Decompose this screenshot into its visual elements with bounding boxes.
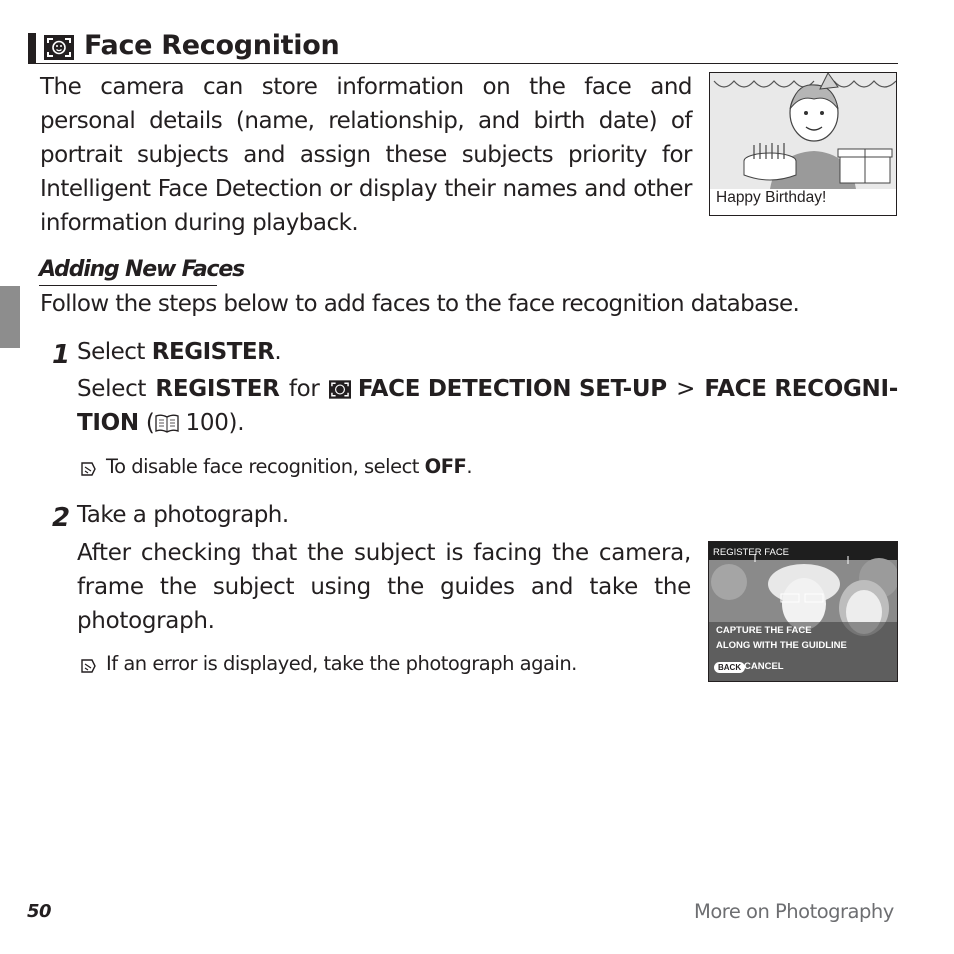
step-1-for-word: for: [288, 376, 320, 402]
face-recognition-icon: [329, 380, 351, 399]
step-1-note-option: OFF: [424, 455, 467, 478]
step-1-title-suffix: .: [274, 339, 282, 365]
subheading-underline: [39, 285, 217, 286]
heading-rule: [28, 63, 898, 64]
note-icon: [80, 658, 96, 674]
step-1-submenu-name: FACE RECOGNI-: [704, 376, 898, 402]
step-1-note-text: To disable face recognition, select: [106, 455, 425, 478]
step-1-body: [77, 372, 898, 440]
step-1-register-option: REGISTER: [155, 376, 280, 402]
step-1-ref-open: (: [138, 410, 155, 436]
section-intro: Follow the steps below to add faces to the face recognition database.: [40, 291, 800, 317]
camera-screen-message-line1: CAPTURE THE FACE: [716, 625, 812, 636]
step-1-number: 1: [52, 340, 71, 370]
camera-cancel-label: CANCEL: [744, 661, 784, 672]
step-1-separator: >: [676, 376, 696, 402]
illustration-caption: Happy Birthday!: [716, 189, 827, 206]
note-icon: [80, 461, 96, 477]
page-number: 50: [27, 901, 52, 922]
page-title: Face Recognition: [84, 30, 340, 61]
step-1-title-prefix: Select: [77, 339, 152, 365]
camera-screen-photo: [709, 542, 897, 681]
step-1-note-suffix: .: [466, 455, 473, 478]
step-2-body: After checking that the subject is facing the camera, frame the subject using the guides and take the photograph.: [77, 540, 691, 634]
step-1-submenu-name-end: TION: [77, 410, 139, 436]
camera-screen-illustration: [708, 541, 898, 682]
camera-back-button: BACK: [714, 662, 745, 673]
intro-paragraph: The camera can store information on the face and personal details (name, relationship, and birth date) of portrait subjects and assign these subjects priority for Intelligent Face Detection or display their names and other information during playback.: [40, 74, 692, 236]
step-1-title: [77, 339, 281, 365]
step-1-select-word: Select: [77, 376, 147, 402]
heading-bar: [28, 33, 36, 63]
camera-screen-message-line2: ALONG WITH THE GUIDLINE: [716, 640, 847, 651]
chapter-tab: [0, 286, 20, 348]
step-2-number: 2: [52, 503, 71, 533]
face-recognition-icon: [44, 35, 74, 60]
section-subheading: Adding New Faces: [39, 257, 244, 282]
book-icon: [155, 414, 179, 433]
step-1-menu-name: FACE DETECTION SET-UP: [357, 376, 667, 402]
step-2-note: If an error is displayed, take the photograph again.: [106, 652, 577, 675]
step-2-title: Take a photograph.: [77, 502, 289, 528]
section-footer: More on Photography: [694, 900, 894, 923]
step-1-note: [106, 455, 472, 478]
camera-screen-title: REGISTER FACE: [713, 547, 790, 558]
step-1-ref-page: 100).: [178, 410, 245, 436]
step-1-title-bold: REGISTER: [151, 339, 275, 365]
